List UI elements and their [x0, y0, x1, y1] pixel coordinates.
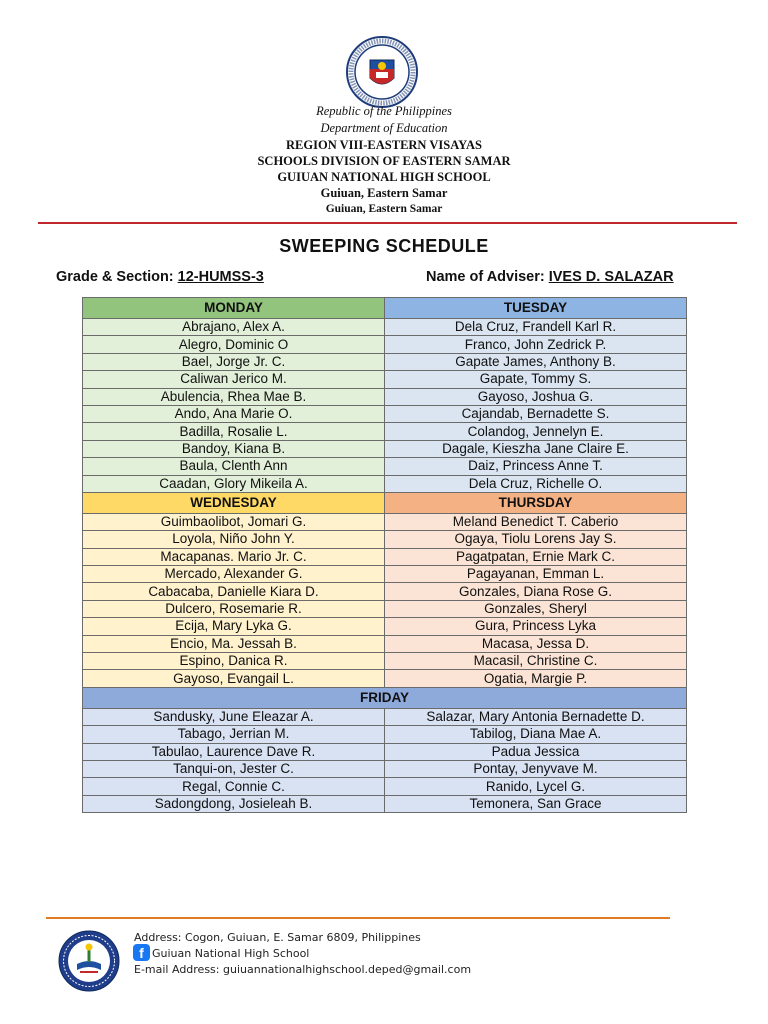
adviser	[426, 269, 674, 285]
table-row	[83, 635, 687, 652]
student-name-cell: Baula, Clenth Ann	[83, 458, 385, 475]
student-name-cell: Daiz, Princess Anne T.	[385, 458, 687, 475]
deped-seal-icon	[346, 36, 418, 108]
day-header-row	[83, 492, 687, 513]
friday-header: FRIDAY	[83, 687, 687, 708]
student-name-cell: Dulcero, Rosemarie R.	[83, 600, 385, 617]
student-name-cell: Gonzales, Sheryl	[385, 600, 687, 617]
table-row	[83, 388, 687, 405]
footer-divider	[46, 917, 670, 919]
student-name-cell: Ranido, Lycel G.	[385, 778, 687, 795]
student-name-cell: Pagayanan, Emman L.	[385, 566, 687, 583]
header-divider	[38, 222, 737, 224]
student-name-cell: Tanqui-on, Jester C.	[83, 760, 385, 777]
table-row	[83, 653, 687, 670]
table-row	[83, 458, 687, 475]
student-name-cell: Dela Cruz, Richelle O.	[385, 475, 687, 492]
facebook-icon[interactable]: f	[133, 944, 150, 961]
table-row	[83, 475, 687, 492]
grade-section-value: 12-HUMSS-3	[177, 269, 264, 285]
student-name-cell: Tabulao, Laurence Dave R.	[83, 743, 385, 760]
student-name-cell: Macasil, Christine C.	[385, 653, 687, 670]
header-city-repeat: Guiuan, Eastern Samar	[325, 203, 443, 215]
student-name-cell: Bandoy, Kiana B.	[83, 440, 385, 457]
student-name-cell: Dela Cruz, Frandell Karl R.	[385, 319, 687, 336]
header-school: GUIUAN NATIONAL HIGH SCHOOL	[277, 170, 491, 184]
student-name-cell: Pagatpatan, Ernie Mark C.	[385, 548, 687, 565]
table-row	[83, 778, 687, 795]
student-name-cell: Loyola, Niño John Y.	[83, 531, 385, 548]
student-name-cell: Sadongdong, Josieleah B.	[83, 795, 385, 812]
table-row	[83, 760, 687, 777]
table-row	[83, 600, 687, 617]
student-name-cell: Alegro, Dominic O	[83, 336, 385, 353]
header-region: REGION VIII-EASTERN VISAYAS	[286, 138, 482, 152]
table-row	[83, 371, 687, 388]
student-name-cell: Caadan, Glory Mikeila A.	[83, 475, 385, 492]
table-row	[83, 405, 687, 422]
student-name-cell: Meland Benedict T. Caberio	[385, 513, 687, 530]
table-row	[83, 726, 687, 743]
monday-header: MONDAY	[83, 298, 385, 319]
student-name-cell: Ogatia, Margie P.	[385, 670, 687, 687]
student-name-cell: Bael, Jorge Jr. C.	[83, 353, 385, 370]
student-name-cell: Tabilog, Diana Mae A.	[385, 726, 687, 743]
student-name-cell: Tabago, Jerrian M.	[83, 726, 385, 743]
page-title: SWEEPING SCHEDULE	[279, 236, 489, 256]
table-row	[83, 583, 687, 600]
table-row	[83, 440, 687, 457]
student-name-cell: Cajandab, Bernadette S.	[385, 405, 687, 422]
grade-section-label: Grade & Section:	[56, 269, 174, 285]
student-name-cell: Ogaya, Tiolu Lorens Jay S.	[385, 531, 687, 548]
student-name-cell: Pontay, Jenyvave M.	[385, 760, 687, 777]
student-name-cell: Ando, Ana Marie O.	[83, 405, 385, 422]
student-name-cell: Gayoso, Evangail L.	[83, 670, 385, 687]
student-name-cell: Padua Jessica	[385, 743, 687, 760]
student-name-cell: Badilla, Rosalie L.	[83, 423, 385, 440]
student-name-cell: Colandog, Jennelyn E.	[385, 423, 687, 440]
schedule-table	[82, 297, 687, 813]
student-name-cell: Regal, Connie C.	[83, 778, 385, 795]
student-name-cell: Cabacaba, Danielle Kiara D.	[83, 583, 385, 600]
student-name-cell: Abulencia, Rhea Mae B.	[83, 388, 385, 405]
table-row	[83, 531, 687, 548]
footer-facebook[interactable]: Guiuan National High School	[152, 947, 310, 960]
table-row	[83, 670, 687, 687]
thursday-header: THURSDAY	[385, 492, 687, 513]
student-name-cell: Salazar, Mary Antonia Bernadette D.	[385, 708, 687, 725]
student-name-cell: Sandusky, June Eleazar A.	[83, 708, 385, 725]
student-name-cell: Macapanas. Mario Jr. C.	[83, 548, 385, 565]
table-row	[83, 336, 687, 353]
header-department: Department of Education	[320, 121, 448, 135]
student-name-cell: Gapate James, Anthony B.	[385, 353, 687, 370]
student-name-cell: Gonzales, Diana Rose G.	[385, 583, 687, 600]
student-name-cell: Caliwan Jerico M.	[83, 371, 385, 388]
student-name-cell: Gura, Princess Lyka	[385, 618, 687, 635]
table-row	[83, 795, 687, 812]
footer-email: E-mail Address: guiuannationalhighschool.deped@gmail.com	[134, 963, 472, 976]
day-header-row	[83, 687, 687, 708]
table-row	[83, 353, 687, 370]
student-name-cell: Franco, John Zedrick P.	[385, 336, 687, 353]
header-division: SCHOOLS DIVISION OF EASTERN SAMAR	[257, 154, 511, 168]
adviser-value: IVES D. SALAZAR	[548, 269, 674, 285]
student-name-cell: Gapate, Tommy S.	[385, 371, 687, 388]
footer-address: Address: Cogon, Guiuan, E. Samar 6809, Philippines	[134, 931, 421, 944]
tuesday-header: TUESDAY	[385, 298, 687, 319]
student-name-cell: Gayoso, Joshua G.	[385, 388, 687, 405]
student-name-cell: Abrajano, Alex A.	[83, 319, 385, 336]
wednesday-header: WEDNESDAY	[83, 492, 385, 513]
table-row	[83, 566, 687, 583]
table-row	[83, 513, 687, 530]
student-name-cell: Ecija, Mary Lyka G.	[83, 618, 385, 635]
table-row	[83, 708, 687, 725]
student-name-cell: Encio, Ma. Jessah B.	[83, 635, 385, 652]
student-name-cell: Espino, Danica R.	[83, 653, 385, 670]
header-city: Guiuan, Eastern Samar	[320, 186, 448, 200]
student-name-cell: Temonera, San Grace	[385, 795, 687, 812]
table-row	[83, 618, 687, 635]
student-name-cell: Dagale, Kieszha Jane Claire E.	[385, 440, 687, 457]
adviser-label: Name of Adviser:	[426, 269, 545, 285]
student-name-cell: Macasa, Jessa D.	[385, 635, 687, 652]
table-row	[83, 319, 687, 336]
grade-section	[56, 269, 264, 285]
header-republic: Republic of the Philippines	[316, 104, 452, 118]
student-name-cell: Mercado, Alexander G.	[83, 566, 385, 583]
table-row	[83, 423, 687, 440]
day-header-row	[83, 298, 687, 319]
student-name-cell: Guimbaolibot, Jomari G.	[83, 513, 385, 530]
table-row	[83, 743, 687, 760]
school-seal-icon	[58, 930, 120, 992]
table-row	[83, 548, 687, 565]
